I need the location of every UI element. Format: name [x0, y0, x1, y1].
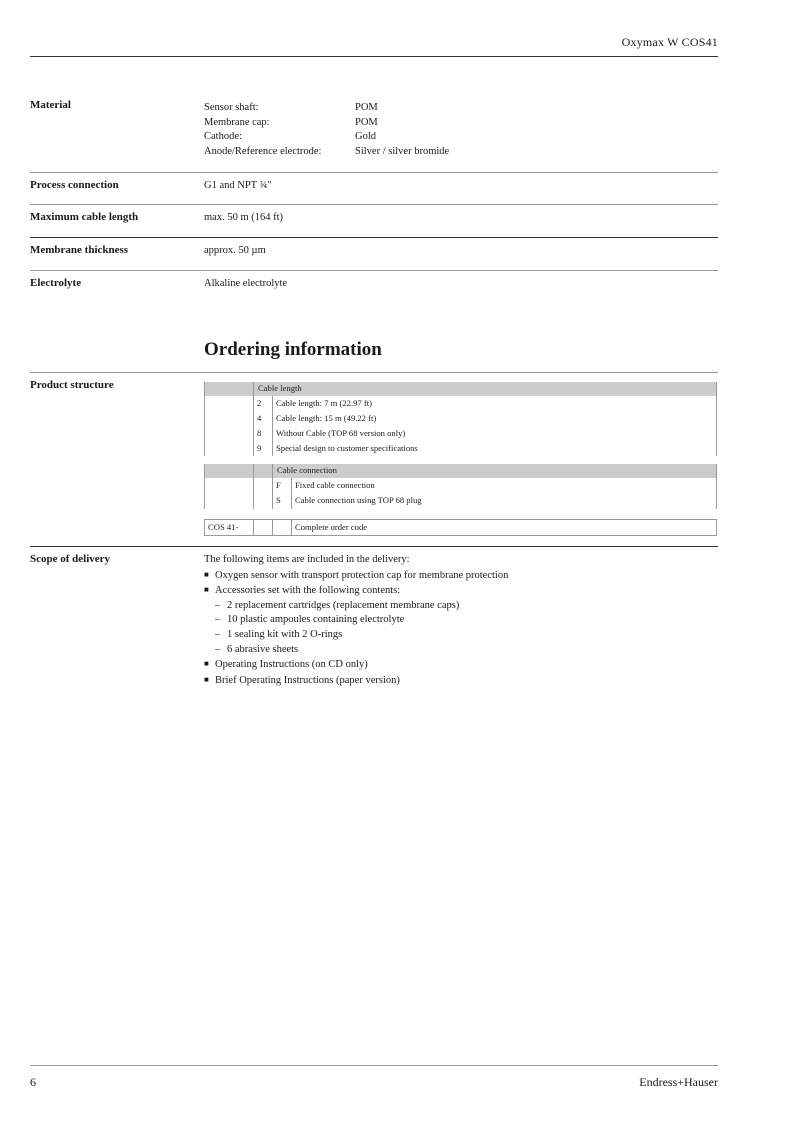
table-border	[204, 519, 717, 520]
cable-connection-header-bar	[204, 464, 717, 478]
option-code: 2	[257, 398, 262, 408]
option-description: Cable connection using TOP 68 plug	[295, 495, 422, 505]
order-code-label: Complete order code	[295, 522, 368, 532]
list-subitem	[204, 599, 508, 614]
section-divider	[30, 546, 718, 547]
option-description: Cable length: 15 m (49.22 ft)	[276, 413, 377, 423]
list-item-text: 2 replacement cartridges (replacement membrane caps)	[227, 599, 460, 611]
material-key: Membrane cap:	[204, 117, 270, 128]
header-rule	[30, 56, 718, 57]
dash-icon: –	[215, 643, 221, 655]
option-code: 8	[257, 428, 262, 438]
list-item-text: Accessories set with the following contents:	[215, 585, 401, 597]
section-divider	[30, 372, 718, 373]
bullet-icon: ■	[204, 585, 209, 595]
process-connection-value: G1 and NPT ¾"	[204, 180, 272, 191]
list-item-text: Brief Operating Instructions (paper version)	[215, 674, 400, 686]
table-row	[204, 397, 717, 412]
option-code: F	[276, 480, 281, 490]
material-key: Sensor shaft:	[204, 102, 259, 113]
electrolyte-value: Alkaline electrolyte	[204, 278, 288, 289]
cable-length-header-bar	[204, 382, 717, 396]
cable-length-header: Cable length	[258, 383, 302, 393]
order-code-row	[204, 521, 717, 536]
dash-icon: –	[215, 614, 221, 626]
table-row	[204, 427, 717, 442]
section-divider	[30, 172, 718, 173]
product-structure-table	[204, 382, 717, 537]
section-divider	[30, 237, 718, 238]
list-item-text: Operating Instructions (on CD only)	[215, 659, 368, 671]
list-item	[204, 657, 508, 673]
list-item-text: 6 abrasive sheets	[227, 643, 299, 655]
material-row	[204, 117, 604, 132]
option-description: Without Cable (TOP 68 version only)	[276, 428, 406, 438]
product-structure-label: Product structure	[30, 379, 114, 391]
membrane-thickness-label: Membrane thickness	[30, 244, 129, 256]
list-item	[204, 583, 508, 599]
order-code-prefix: COS 41-	[208, 522, 239, 532]
material-row	[204, 131, 604, 146]
section-divider	[30, 204, 718, 205]
list-subitem	[204, 613, 508, 628]
material-row	[204, 102, 604, 117]
material-value: POM	[355, 117, 378, 128]
bullet-icon: ■	[204, 659, 209, 669]
table-row	[204, 412, 717, 427]
list-item	[204, 673, 508, 689]
list-item-text: 10 plastic ampoules containing electrolyte	[227, 614, 405, 626]
option-code: 9	[257, 443, 262, 453]
list-intro: The following items are included in the delivery:	[204, 554, 410, 565]
list-subitem	[204, 643, 508, 658]
list-item-text: 1 sealing kit with 2 O-rings	[227, 628, 343, 640]
table-row	[204, 494, 717, 509]
document-title: Oxymax W COS41	[621, 35, 718, 49]
option-description: Special design to customer specifications	[276, 443, 418, 453]
material-key: Anode/Reference electrode:	[204, 146, 322, 157]
table-row	[204, 442, 717, 457]
table-row	[204, 479, 717, 494]
option-description: Cable length: 7 m (22.97 ft)	[276, 398, 372, 408]
brand-name: Endress+Hauser	[639, 1075, 718, 1089]
process-connection-label: Process connection	[30, 179, 119, 191]
material-value: POM	[355, 102, 378, 113]
dash-icon: –	[215, 628, 221, 640]
option-description: Fixed cable connection	[295, 480, 375, 490]
option-code: S	[276, 495, 281, 505]
ordering-information-heading: Ordering information	[204, 339, 382, 360]
max-cable-length-label: Maximum cable length	[30, 211, 139, 223]
bullet-icon: ■	[204, 674, 209, 684]
list-item	[204, 568, 508, 584]
membrane-thickness-value: approx. 50 µm	[204, 245, 266, 256]
scope-of-delivery-list	[204, 553, 508, 688]
footer-rule	[30, 1065, 718, 1066]
material-row	[204, 146, 604, 161]
material-label: Material	[30, 99, 71, 111]
page-number: 6	[30, 1075, 36, 1089]
option-code: 4	[257, 413, 262, 423]
cable-connection-header: Cable connection	[277, 465, 337, 475]
material-key: Cathode:	[204, 131, 242, 142]
list-item-text: Oxygen sensor with transport protection cap for membrane protection	[215, 569, 509, 581]
dash-icon: –	[215, 599, 221, 611]
material-value: Gold	[355, 131, 376, 142]
electrolyte-label: Electrolyte	[30, 277, 82, 289]
max-cable-length-value: max. 50 m (164 ft)	[204, 212, 284, 223]
material-value: Silver / silver bromide	[355, 146, 450, 157]
list-subitem	[204, 628, 508, 643]
bullet-icon: ■	[204, 569, 209, 579]
scope-of-delivery-label: Scope of delivery	[30, 553, 111, 565]
section-divider	[30, 270, 718, 271]
